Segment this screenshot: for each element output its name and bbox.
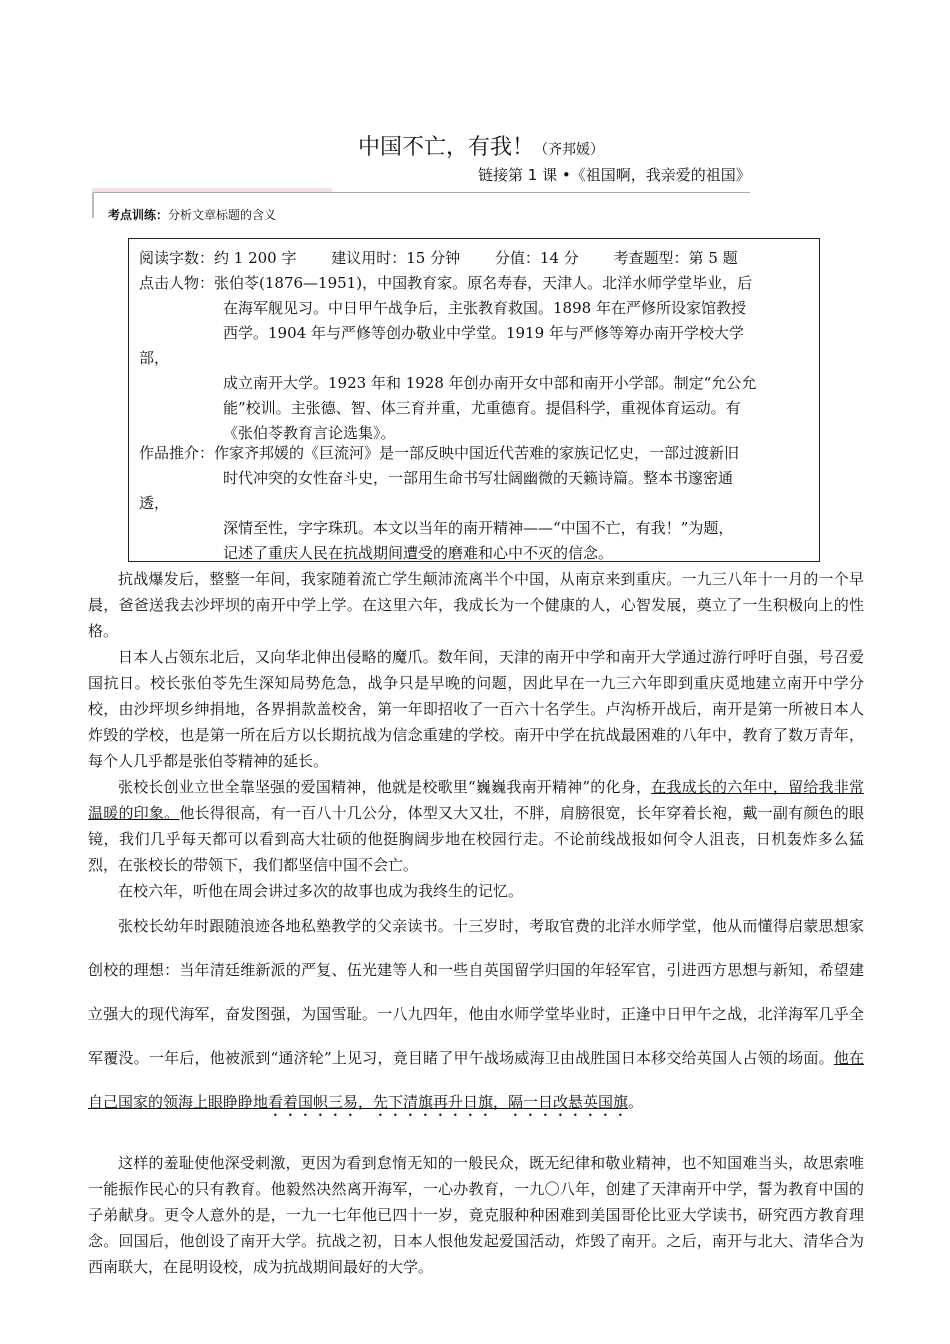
lesson-link: 链接第 1 课 •《祖国啊，我亲爱的祖国》: [478, 166, 751, 184]
section-bar: [92, 192, 94, 218]
meta-row: [139, 247, 768, 268]
underlined-sentence-2: 他在自己国家的领海上眼睁睁地: [88, 1049, 864, 1111]
article-author: （齐邦媛）: [534, 142, 605, 158]
people-section: 点击人物：张伯苓(1876—1951)，中国教育家。原名寿春，天津人。北洋水师学堂毕业，后 在海军舰见习。中日甲午战争后，主张教育救国。1898 年在严修所设家馆教授 西学。1904 年与严修等创办敬业中学堂。1919 年与严修等筹办南开学校大学 部， 成立南开大学。1923 年和 1928 年创办南开女中部和南开小学部。制定“允公允 能”校训。主张德、智、体三育并重，尤重德育。提倡科学，重视体育运动。有 《张伯苓教育言论选集》。: [139, 274, 757, 442]
work-label: 作品推介：: [139, 444, 215, 462]
paragraph-5: 张校长幼年时跟随浪迹各地私塾教学的父亲读书。十三岁时，考取官费的北洋水师学堂，他从而懂得启蒙思想家创校的理想：当年清廷维新派的严复、伍光建等人和一些自英国留学归国的年轻军官，引进西方思想与新知，希望建立强大的现代海军，奋发图强，为国雪耻。一八九四年，他由水师学堂毕业时，正逢中日甲午之战，北洋海军几乎全军覆没。一年后，他被派到“通济轮”上见习，竟目睹了甲午战场威海卫由战胜国日本移交给英国人占领的场面。他在自己国家的领海上眼睁睁地看着国帜三易，先下清旗再升日旗，隔一日改悬英国旗。: [88, 917, 864, 1111]
section-divider: [92, 192, 750, 193]
score: 分值：14 分: [494, 249, 579, 267]
word-count: 阅读字数：约 1 200 字: [139, 249, 297, 267]
article-title: 中国不亡，有我！（齐邦媛）: [358, 135, 605, 160]
people-label: 点击人物：: [139, 274, 215, 292]
suggested-time: 建议用时：15 分钟: [331, 249, 461, 267]
section-label: 考点训练：分析文章标题的含义: [108, 208, 277, 222]
paragraph-3: 张校长创业立世全靠坚强的爱国精神，他就是校歌里“巍巍我南开精神”的化身，在我成长的六年中，留给我非常温暖的印象。他长得很高，有一百八十几公分，体型又大又壮，不胖，肩膀很宽，长年穿着长袍，戴一副有颜色的眼镜，我们几乎每天都可以看到高大壮硕的他挺胸阔步地在校园行走。不论前线战报如何令人沮丧，日机轰炸多么猛烈，在张校长的带领下，我们都坚信中国不会亡。: [88, 778, 864, 874]
question-type: 考查题型：第 5 题: [613, 249, 738, 267]
work-section: 作品推介：作家齐邦媛的《巨流河》是一部反映中国近代苦难的家族记忆史，一部过渡新旧 时代冲突的女性奋斗史，一部用生命书写壮阔幽微的天籁诗篇。整本书邃密通 透， 深情至性，字字珠玑。本文以当年的南开精神——“中国不亡，有我！”为题， 记述了重庆人民在抗战期间遭受的磨难和心中不灭的信念。: [139, 444, 740, 562]
underlined-sentence-1: 在我成长的六年中，留给我非常温暖的印象。: [88, 778, 864, 822]
paragraph-6: 这样的羞耻使他深受刺激，更因为看到怠惰无知的一般民众，既无纪律和敬业精神，也不知国难当头，故思索唯一能振作民心的只有教育。他毅然决然离开海军，一心办教育，一九〇八年，创建了天津南开中学，誓为教育中国的子弟献身。更令人意外的是，一九一七年他已四十一岁，竟克服种种困难到美国哥伦比亚大学读书，研究西方教育理念。回国后，他创设了南开大学。抗战之初，日本人恨他发起爱国活动，炸毁了南开。之后，南开与北大、清华合为西南联大，在昆明设校，成为抗战期间最好的大学。: [88, 1154, 864, 1276]
paragraph-4: 在校六年，听他在周会讲过多次的故事也成为我终生的记忆。: [118, 882, 524, 900]
article-body: [88, 566, 864, 1280]
dotted-phrase: 看着国帜三易，先下清旗再升日旗，隔一日改悬英国旗: [268, 1093, 629, 1111]
paragraph-1: 抗战爆发后，整整一年间，我家随着流亡学生颠沛流离半个中国，从南京来到重庆。一九三八年十一月的一个早晨，爸爸送我去沙坪坝的南开中学上学。在这里六年，我成长为一个健康的人，心智发展，奠立了一生积极向上的性格。: [88, 570, 864, 640]
info-box: [128, 238, 820, 562]
paragraph-2: 日本人占领东北后，又向华北伸出侵略的魔爪。数年间，天津的南开中学和南开大学通过游行呼吁自强，号召爱国抗日。校长张伯苓先生深知局势危急，战争只是早晚的问题，因此早在一九三六年即到重庆觅地建立南开中学分校，由沙坪坝乡绅捐地，各界捐款盖校舍，第一年即招收了一百六十名学生。卢沟桥开战后，南开是第一所被日本人炸毁的学校，也是第一所在后方以长期抗战为信念重建的学校。南开中学在抗战最困难的八年中，教育了数万青年，每个人几乎都是张伯苓精神的延长。: [88, 648, 864, 770]
